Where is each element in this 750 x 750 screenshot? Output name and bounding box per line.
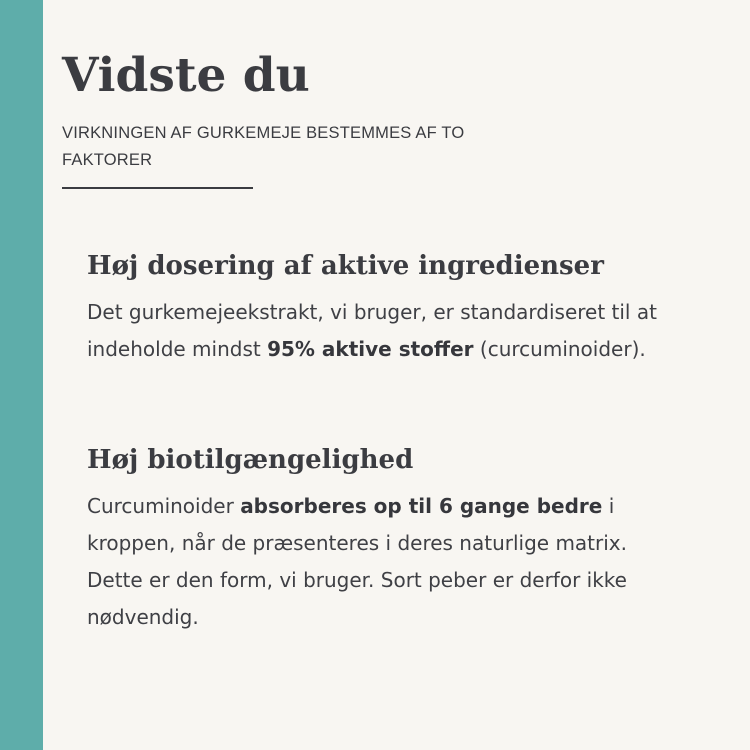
body-text: i kroppen, når de præsenteres i deres naturlige matrix. Dette er den form, vi bruger. Sort peber er derfor ikke nødvendig.: [87, 494, 627, 629]
section-dosage: [87, 248, 677, 368]
section-body: [87, 294, 677, 368]
page-subtitle: VIRKNINGEN AF GURKEMEJE BESTEMMES AF TO FAKTORER: [62, 124, 465, 169]
accent-side-bar: [0, 0, 43, 750]
body-highlight: absorberes op til 6 gange bedre: [240, 494, 603, 518]
section-heading: Høj dosering af aktive ingredienser: [87, 251, 604, 281]
page-title: Vidste du: [62, 48, 310, 103]
body-text: Curcuminoider: [87, 494, 241, 518]
section-bioavailability: [87, 442, 677, 636]
section-heading: Høj biotilgængelighed: [87, 445, 414, 475]
section-body: [87, 488, 677, 636]
body-text: (curcuminoider).: [473, 337, 646, 361]
body-highlight: 95% aktive stoffer: [267, 337, 474, 361]
body-text: Det gurkemejeekstrakt, vi bruger, er standardiseret til at indeholde mindst: [87, 300, 657, 361]
divider-rule: [62, 187, 253, 189]
